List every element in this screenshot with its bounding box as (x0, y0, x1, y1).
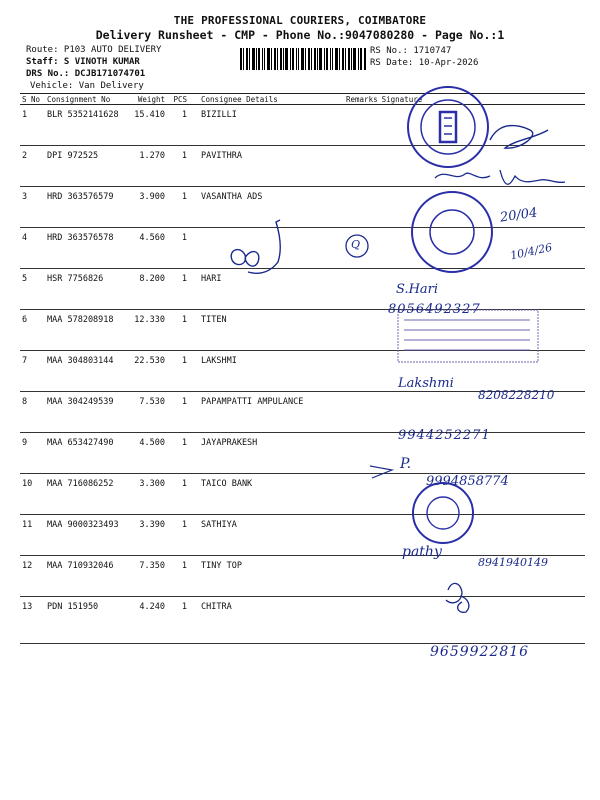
cell-sno: 6 (20, 310, 45, 351)
cell-weight: 4.500 (127, 433, 167, 474)
cell-pcs: 1 (167, 228, 189, 269)
cell-consignee (189, 228, 344, 269)
cell-weight: 3.390 (127, 515, 167, 556)
row9-handwritten-name: P. (400, 456, 412, 472)
rs-number: RS No.: 1710747 (370, 46, 452, 56)
cell-signature (380, 269, 585, 310)
cell-sno: 7 (20, 351, 45, 392)
cell-signature (380, 392, 585, 433)
cell-sno: 1 (20, 105, 45, 146)
cell-consignee: PAPAMPATTI AMPULANCE (189, 392, 344, 433)
cell-signature (380, 105, 585, 146)
cell-remarks (344, 269, 380, 310)
cell-consignee: LAKSHMI (189, 351, 344, 392)
cell-pcs: 1 (167, 556, 189, 597)
cell-remarks (344, 556, 380, 597)
cell-consignment: PDN 151950 (45, 597, 127, 644)
cell-weight: 7.530 (127, 392, 167, 433)
col-consignment-header: Consignment No (45, 94, 127, 105)
cell-consignee: JAYAPRAKESH (189, 433, 344, 474)
cell-weight: 15.410 (127, 105, 167, 146)
cell-remarks (344, 105, 380, 146)
table-header-row (20, 94, 585, 105)
cell-consignment: DPI 972525 (45, 146, 127, 187)
row11-handwritten-phone: 8941940149 (478, 556, 548, 569)
cell-remarks (344, 187, 380, 228)
cell-signature (380, 556, 585, 597)
cell-remarks (344, 228, 380, 269)
row9-handwritten-phone: 9994858774 (426, 474, 509, 489)
cell-sno: 11 (20, 515, 45, 556)
cell-remarks (344, 392, 380, 433)
cell-consignee: SATHIYA (189, 515, 344, 556)
route-label: Route: P103 AUTO DELIVERY (26, 45, 162, 55)
table-row (20, 392, 585, 433)
drs-number: DRS No.: DCJB171074701 (26, 69, 146, 79)
cell-remarks (344, 597, 380, 644)
col-sno-header: S No (20, 94, 45, 105)
cell-consignment: MAA 9000323493 (45, 515, 127, 556)
cell-signature (380, 515, 585, 556)
cell-consignment: MAA 710932046 (45, 556, 127, 597)
row7-handwritten-phone: 8208228210 (478, 388, 555, 402)
cell-pcs: 1 (167, 515, 189, 556)
row4-remark-mark: Q (351, 238, 361, 251)
cell-remarks (344, 310, 380, 351)
cell-consignment: MAA 304803144 (45, 351, 127, 392)
cell-signature (380, 310, 585, 351)
cell-pcs: 1 (167, 597, 189, 644)
table-row (20, 433, 585, 474)
cell-pcs: 1 (167, 105, 189, 146)
cell-signature (380, 146, 585, 187)
row3-handwritten-date2: 10/4/26 (509, 240, 554, 263)
cell-sno: 3 (20, 187, 45, 228)
cell-consignment: HSR 7756826 (45, 269, 127, 310)
cell-consignee: TINY TOP (189, 556, 344, 597)
table-row (20, 310, 585, 351)
cell-consignee: PAVITHRA (189, 146, 344, 187)
table-row (20, 556, 585, 597)
row7-handwritten-name: Lakshmi (398, 376, 454, 391)
cell-sno: 12 (20, 556, 45, 597)
cell-consignee: HARI (189, 269, 344, 310)
runsheet-subtitle: Delivery Runsheet - CMP - Phone No.:9047080280 - Page No.:1 (95, 28, 505, 42)
col-weight-header: Weight (127, 94, 167, 105)
cell-weight: 22.530 (127, 351, 167, 392)
cell-weight: 1.270 (127, 146, 167, 187)
cell-sno: 10 (20, 474, 45, 515)
cell-consignment: BLR 5352141628 (45, 105, 127, 146)
cell-sno: 5 (20, 269, 45, 310)
cell-pcs: 1 (167, 433, 189, 474)
table-row (20, 474, 585, 515)
cell-consignee: VASANTHA ADS (189, 187, 344, 228)
row8-handwritten-phone: 9944252271 (398, 428, 491, 443)
row3-handwritten-date: 20/04 (499, 205, 539, 226)
table-row (20, 515, 585, 556)
barcode-image (240, 48, 366, 70)
cell-sno: 8 (20, 392, 45, 433)
row5-handwritten-phone: 8056492327 (388, 302, 481, 317)
cell-signature (380, 433, 585, 474)
cell-consignee: CHITRA (189, 597, 344, 644)
cell-signature (380, 351, 585, 392)
cell-remarks (344, 515, 380, 556)
cell-pcs: 1 (167, 187, 189, 228)
table-row (20, 228, 585, 269)
cell-remarks (344, 433, 380, 474)
cell-weight: 8.200 (127, 269, 167, 310)
cell-signature (380, 597, 585, 644)
cell-pcs: 1 (167, 269, 189, 310)
cell-consignment: HRD 363576578 (45, 228, 127, 269)
delivery-table (20, 93, 585, 644)
vehicle-label: Vehicle: Van Delivery (30, 81, 144, 91)
cell-consignment: MAA 653427490 (45, 433, 127, 474)
row11-handwritten-name: pathy (402, 544, 442, 560)
cell-weight: 12.330 (127, 310, 167, 351)
cell-sno: 2 (20, 146, 45, 187)
cell-consignee: TAICO BANK (189, 474, 344, 515)
cell-pcs: 1 (167, 474, 189, 515)
cell-signature (380, 474, 585, 515)
col-remarks-header: Remarks (346, 94, 378, 104)
cell-consignee: TITEN (189, 310, 344, 351)
cell-remarks (344, 474, 380, 515)
cell-signature (380, 228, 585, 269)
cell-consignee: BIZILLI (189, 105, 344, 146)
staff-label: Staff: S VINOTH KUMAR (26, 57, 140, 67)
row13-handwritten-phone: 9659922816 (430, 644, 530, 660)
cell-pcs: 1 (167, 392, 189, 433)
table-row (20, 105, 585, 146)
table-row (20, 597, 585, 644)
cell-weight: 4.560 (127, 228, 167, 269)
cell-signature (380, 187, 585, 228)
cell-weight: 7.350 (127, 556, 167, 597)
cell-weight: 3.300 (127, 474, 167, 515)
col-signature-header: Signature (380, 94, 585, 105)
cell-consignment: MAA 304249539 (45, 392, 127, 433)
cell-pcs: 1 (167, 351, 189, 392)
cell-sno: 4 (20, 228, 45, 269)
cell-weight: 4.240 (127, 597, 167, 644)
cell-remarks (344, 351, 380, 392)
col-consignee-header: Consignee Details (189, 94, 344, 105)
cell-pcs: 1 (167, 310, 189, 351)
col-pcs-header: PCS (167, 94, 189, 105)
cell-sno: 13 (20, 597, 45, 644)
cell-consignment: MAA 578208918 (45, 310, 127, 351)
company-title: THE PROFESSIONAL COURIERS, COIMBATORE (173, 14, 427, 27)
cell-consignment: MAA 716086252 (45, 474, 127, 515)
cell-pcs: 1 (167, 146, 189, 187)
row5-handwritten-name: S.Hari (396, 282, 439, 297)
table-row (20, 351, 585, 392)
rs-date: RS Date: 10-Apr-2026 (370, 58, 479, 68)
cell-weight: 3.900 (127, 187, 167, 228)
cell-consignment: HRD 363576579 (45, 187, 127, 228)
cell-remarks (344, 146, 380, 187)
cell-sno: 9 (20, 433, 45, 474)
table-row (20, 269, 585, 310)
table-row (20, 146, 585, 187)
table-row (20, 187, 585, 228)
